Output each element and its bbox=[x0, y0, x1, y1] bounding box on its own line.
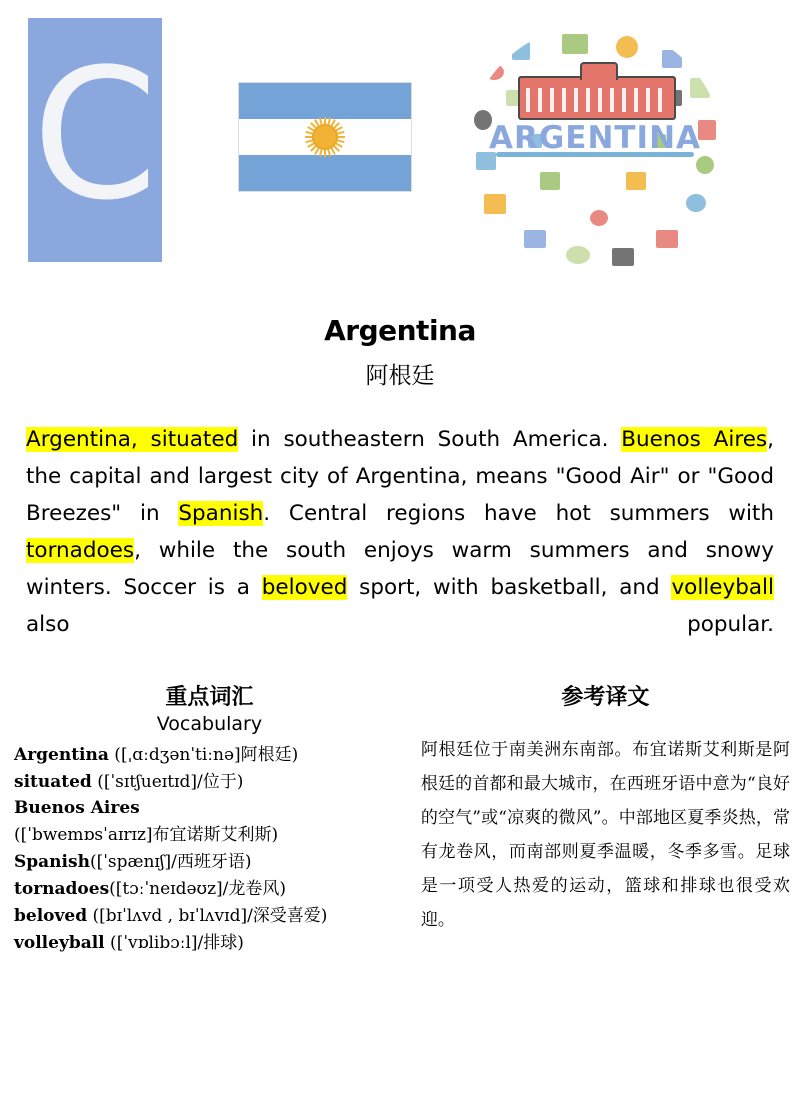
vocabulary-item bbox=[14, 904, 405, 930]
translation-heading-chinese: 参考译文 bbox=[561, 683, 650, 710]
passage-text: . Central regions have hot summers with bbox=[263, 500, 774, 526]
decorative-icon bbox=[540, 172, 560, 190]
vocabulary-item bbox=[14, 796, 405, 822]
bottom-columns bbox=[0, 680, 800, 958]
flag-wrapper bbox=[238, 82, 412, 192]
vocabulary-word: Buenos Aires bbox=[14, 798, 140, 819]
passage-text: sport, with basketball, and bbox=[347, 574, 672, 600]
translation-head-spacer bbox=[421, 711, 790, 715]
flag-sun-icon bbox=[312, 124, 338, 150]
vocabulary-item bbox=[14, 850, 405, 876]
decorative-icon bbox=[686, 194, 706, 212]
passage-text: in southeastern South America. bbox=[238, 427, 622, 452]
vocabulary-heading-english: Vocabulary bbox=[156, 712, 263, 735]
letter-glyph: C bbox=[32, 31, 158, 240]
highlighted-phrase: volleyball bbox=[671, 574, 774, 600]
translation-body: 阿根廷位于南美洲东南部。布宜诺斯艾利斯是阿根廷的首都和最大城市，在西班牙语中意为“良好的空气”或“凉爽的微风”。中部地区夏季炎热，常有龙卷风，而南部则夏季温暖，冬季多雪。足球是一项受人热爱的运动，篮球和排球也很受欢迎。 bbox=[420, 739, 790, 930]
header-row bbox=[0, 0, 800, 270]
vocabulary-word: Argentina bbox=[14, 744, 109, 765]
highlighted-phrase: Argentina, situated bbox=[26, 427, 239, 452]
vocabulary-word: situated bbox=[14, 771, 92, 792]
flag-stripe-bottom bbox=[239, 155, 411, 191]
highlighted-phrase: tornadoes bbox=[26, 537, 135, 563]
highlighted-phrase: Spanish bbox=[178, 500, 264, 526]
vocabulary-definition: ([tɔːˈneɪdəʊz]/龙卷风) bbox=[109, 878, 287, 899]
vocabulary-list bbox=[14, 743, 405, 957]
passage-text: , the capital and largest city of Argentina, means "Good Air" or "Good Breezes" in bbox=[26, 427, 774, 526]
vocabulary-word: Spanish bbox=[14, 852, 90, 873]
decorative-icon bbox=[690, 78, 710, 98]
decorative-icon bbox=[566, 246, 590, 264]
decorative-icon bbox=[484, 64, 504, 80]
decorative-icon bbox=[524, 230, 546, 248]
decorative-icon bbox=[626, 172, 646, 190]
highlighted-phrase: Buenos Aires bbox=[621, 427, 768, 452]
translation-column bbox=[405, 680, 790, 958]
passage-text: also popular. bbox=[26, 611, 774, 637]
vocabulary-definition: ([ˈspænɪʃ]/西班牙语) bbox=[89, 852, 252, 873]
vocabulary-item bbox=[14, 931, 405, 957]
vocabulary-column bbox=[10, 680, 405, 958]
passage-text: , while the south enjoys warm summers and snowy winters. Soccer is a bbox=[26, 537, 774, 600]
vocabulary-item bbox=[14, 743, 405, 769]
decorative-icon bbox=[616, 36, 638, 58]
decorative-icon bbox=[512, 42, 530, 60]
building-columns bbox=[526, 88, 668, 112]
page-title-chinese: 阿根廷 bbox=[365, 363, 435, 389]
vocabulary-word: tornadoes bbox=[14, 878, 110, 899]
title-block bbox=[0, 314, 800, 390]
decorative-icon bbox=[662, 50, 682, 68]
vocabulary-item bbox=[14, 770, 405, 796]
decorative-icon bbox=[590, 210, 608, 226]
flag-stripe-top bbox=[239, 83, 411, 119]
decorative-icon bbox=[562, 34, 588, 54]
page-title-english: Argentina bbox=[324, 314, 476, 347]
casa-rosada-icon bbox=[518, 76, 676, 120]
vocabulary-word: beloved bbox=[14, 905, 88, 926]
vocabulary-definition: ([ˈvɒlibɔːl]/排球) bbox=[104, 932, 244, 953]
decorative-icon bbox=[696, 156, 714, 174]
letter-card bbox=[28, 18, 162, 262]
decorative-icon bbox=[484, 194, 506, 214]
argentina-flag-icon bbox=[238, 82, 412, 192]
vocabulary-item bbox=[14, 823, 405, 849]
vocabulary-heading-chinese: 重点词汇 bbox=[165, 683, 254, 710]
vocabulary-word: volleyball bbox=[14, 932, 105, 953]
decorative-icon bbox=[612, 248, 634, 266]
vocabulary-definition: ([ˌɑːdʒənˈtiːnə]阿根廷) bbox=[108, 744, 299, 765]
highlighted-phrase: beloved bbox=[261, 574, 348, 600]
vocabulary-definition: ([ˈsɪtʃueɪtɪd]/位于) bbox=[91, 771, 244, 792]
argentina-illustration bbox=[466, 24, 724, 282]
decorative-icon bbox=[656, 230, 678, 248]
illustration-word: ARGENTINA bbox=[488, 120, 702, 156]
vocabulary-definition: ([ˈbwemɒsˈaɪrɪz]布宜诺斯艾利斯) bbox=[14, 825, 279, 846]
reading-passage bbox=[26, 422, 774, 644]
vocabulary-definition: ([bɪˈlʌvd , bɪˈlʌvɪd]/深受喜爱) bbox=[87, 905, 328, 926]
vocabulary-item bbox=[14, 877, 405, 903]
